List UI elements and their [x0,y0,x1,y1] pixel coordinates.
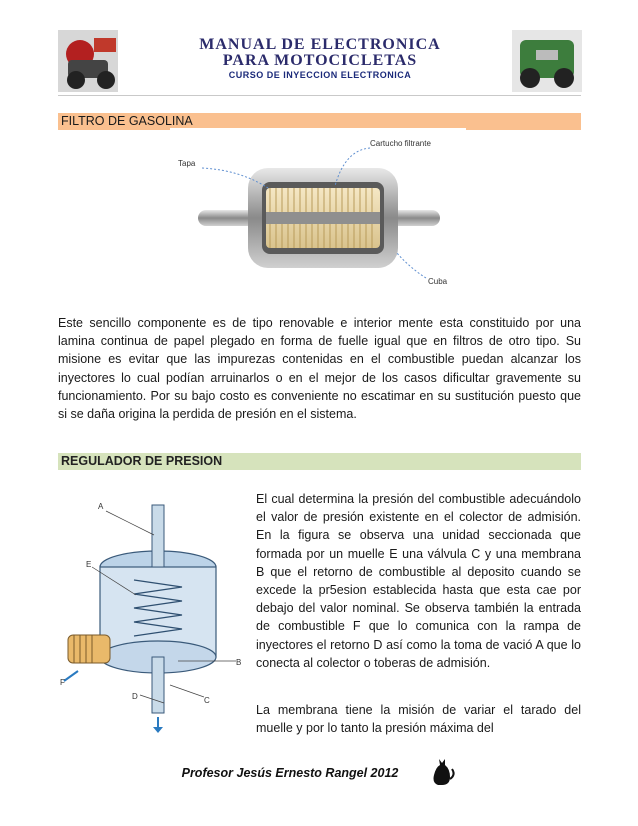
label-b: B [236,658,242,667]
label-a: A [98,502,104,511]
label-tapa: Tapa [178,159,196,168]
footer-author: Profesor Jesús Ernesto Rangel 2012 [181,766,399,780]
label-c: C [204,696,210,705]
header-divider [58,95,581,96]
label-cuba: Cuba [428,277,448,286]
header-title-line1: MANUAL DE ELECTRONICA [199,36,441,53]
filtro-paragraph: Este sencillo componente es de tipo renovable e interior mente esta constituido por una lamina continua de papel plegado en forma de fuelle igual que en filtros de otro tipo. Su misione es evitar que las impurezas contenidas en el combustible puedan alcanzar los inyectores lo cual podían arruinarlos o en el mejor de los casos dificultar gravemente su funcionamiento. Por su bajo costo es conveniente no escatimar en su sustitución puesto que si se daña origina la perdida de presión en el sistema. [58,316,581,422]
fuel-filter-diagram [170,128,466,312]
section-heading-regulador: REGULADOR DE PRESION [58,453,581,470]
header-photo-right [512,30,582,92]
regulador-paragraph-2: La membrana tiene la misión de variar el tarado del muelle y por lo tanto la presión máxima del [256,703,581,736]
pressure-regulator-diagram [58,485,246,740]
label-f: F [60,678,65,687]
header-subtitle: CURSO DE INYECCION ELECTRONICA [228,70,412,80]
regulador-paragraph-1: El cual determina la presión del combustible adecuándolo el valor de presión existente en el colector de admisión. En la figura se observa una unidad seccionada que formada por un muelle E una válvula C y una membrana B que el retorno de combustible al deposito cuando se excede la pr5esion establecida hasta que esta cae por debajo del valor nominal. Se observa también la entrada de combustible F que lo comunica con la rampa de inyectores el retorno D así como la toma de vació A que lo conecta al colector o toberas de admisión. [256,492,581,670]
label-cartucho: Cartucho filtrante [370,139,431,148]
header-title-line2: PARA MOTOCICLETAS [222,52,418,69]
cat-logo-icon [430,755,456,787]
label-d: D [132,692,138,701]
section-heading-filtro: FILTRO DE GASOLINA [58,113,581,130]
label-e: E [86,560,92,569]
